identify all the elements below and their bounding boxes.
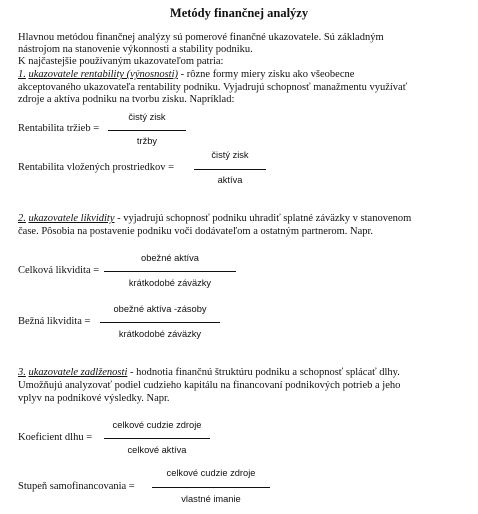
section3-title: ukazovatele zadlženosti — [28, 367, 128, 378]
formula-numerator: čistý zisk — [128, 112, 166, 122]
fraction-line — [104, 438, 210, 439]
section1-text-2: akceptovaného ukazovateľa rentability podniku. Vyjadrujú schopnosť manažmentu využívať — [18, 82, 408, 93]
intro-line-3: K najčastejšie používaným ukazovateľom patria: — [18, 56, 224, 67]
section3-text-3: vplyv na podnikové výsledky. Napr. — [18, 393, 170, 404]
fraction-line — [194, 169, 266, 170]
formula-numerator: obežné aktíva -zásoby — [113, 304, 207, 314]
section1-number: 1. — [18, 69, 26, 80]
formula-denominator: celkové aktíva — [127, 445, 187, 455]
fraction-line — [108, 130, 186, 131]
formula-numerator: obežné aktíva — [141, 253, 199, 263]
section2-heading-line — [18, 213, 466, 225]
section2-text-1: - vyjadrujú schopnosť podniku uhradiť splatné záväzky v stanovenom — [114, 213, 412, 224]
formula-denominator: krátkodobé záväzky — [118, 329, 202, 339]
section1-title: ukazovatele rentability (výnosnosti) — [28, 69, 178, 80]
section3-heading-line — [18, 367, 466, 379]
section3-text-2: Umožňujú analyzovať podiel cudzieho kapitálu na financovaní podnikových potrieb a jeho — [18, 380, 401, 391]
section2-number: 2. — [18, 213, 26, 224]
formula-denominator: tržby — [136, 136, 158, 146]
formula-numerator: celkové cudzie zdroje — [166, 468, 256, 478]
section1-text-1: - rôzne formy miery zisku ako všeobecne — [178, 69, 355, 80]
section2-title: ukazovatele likvidity — [28, 213, 115, 224]
formula-denominator: aktíva — [217, 175, 243, 185]
section2-text-2: čase. Pôsobia na postavenie podniku voči dodávateľom a ostatným partnerom. Napr. — [18, 226, 374, 237]
formula-label: Koeficient dlhu = — [18, 432, 93, 443]
formula-denominator: vlastné imanie — [181, 494, 241, 504]
intro-line-2: nástrojom na stanovenie výkonnosti a stability podniku. — [18, 44, 253, 55]
formula-label: Rentabilita tržieb = — [18, 123, 100, 134]
formula-label: Celková likvidita = — [18, 265, 100, 276]
formula-denominator: krátkodobé záväzky — [128, 278, 212, 288]
formula-label: Bežná likvidita = — [18, 316, 91, 327]
formula-label: Rentabilita vložených prostriedkov = — [18, 162, 175, 173]
fraction-line — [104, 271, 236, 272]
section3-text-1: - hodnotia finančnú štruktúru podniku a schopnosť splácať dlhy. — [127, 367, 400, 378]
formula-numerator: celkové cudzie zdroje — [112, 420, 202, 430]
intro-line-1: Hlavnou metódou finančnej analýzy sú pomerové finančné ukazovatele. Sú základným — [18, 32, 384, 43]
fraction-line — [100, 322, 220, 323]
formula-label: Stupeň samofinancovania = — [18, 481, 135, 492]
section1-heading-line — [18, 69, 466, 81]
section1-text-3: zdroje a aktíva podniku na tvorbu zisku. Napríklad: — [18, 94, 235, 105]
fraction-line — [152, 487, 270, 488]
page-title: Metódy finančnej analýzy — [169, 6, 309, 20]
formula-numerator: čistý zisk — [211, 150, 249, 160]
section3-number: 3. — [18, 367, 26, 378]
